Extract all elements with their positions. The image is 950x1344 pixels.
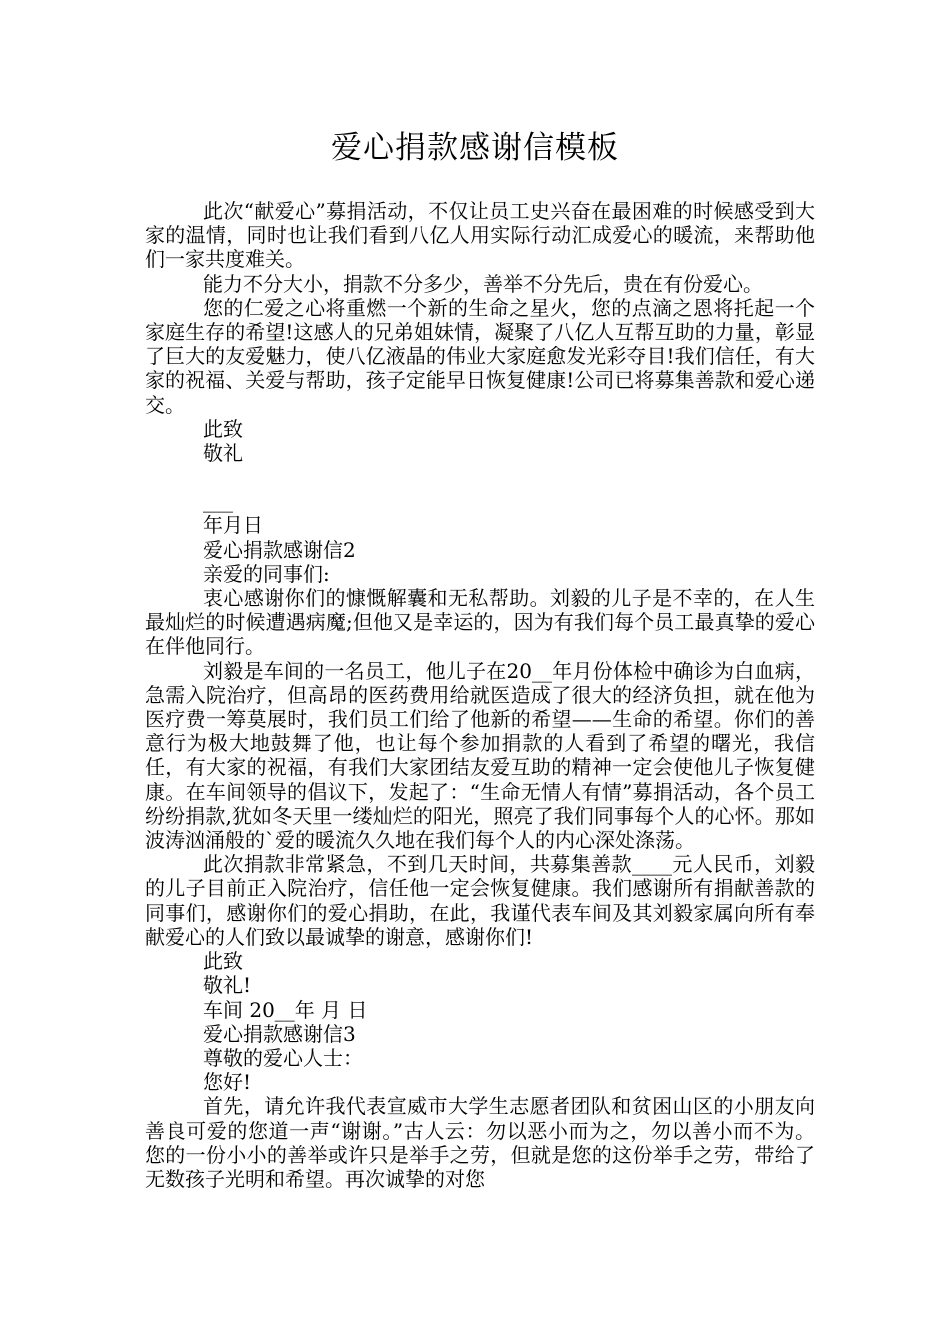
date-line: 年月日: [203, 513, 263, 538]
paragraph: 此次捐款非常紧急，不到几天时间，共募集善款____元人民币，刘毅的儿子目前正入院治疗，信任他一定会恢复健康。我们感谢所有捐献善款的同事们，感谢你们的爱心捐助，在此，我谨代表车间及其刘毅家属向所有奉献爱心的人们致以最诚挚的谢意，感谢你们!: [145, 852, 815, 949]
paragraph: 能力不分大小，捐款不分多少，善举不分先后，贵在有份爱心。: [203, 271, 763, 296]
paragraph: 衷心感谢你们的慷慨解囊和无私帮助。刘毅的儿子是不幸的，在人生最灿烂的时候遭遇病魔;但他又是幸运的，因为有我们每个员工最真挚的爱心在伴他同行。: [145, 586, 815, 659]
paragraph: 首先，请允许我代表宣威市大学生志愿者团队和贫困山区的小朋友向善良可爱的您道一声“谢谢。”古人云：勿以恶小而为之，勿以善小而不为。您的一份小小的善举或许只是举手之劳，但就是您的这份举手之劳，带给了无数孩子光明和希望。再次诚挚的对您: [145, 1094, 815, 1191]
section-heading: 爱心捐款感谢信3: [203, 1021, 356, 1046]
document-body: [145, 199, 815, 1191]
closing-line: 此致: [203, 949, 243, 974]
signature-line: 车间 20__年 月 日: [203, 997, 368, 1022]
closing-line: 敬礼: [203, 441, 243, 466]
blank-line: [145, 465, 815, 489]
section-heading: 爱心捐款感谢信2: [203, 537, 356, 562]
greeting: 您好!: [203, 1070, 252, 1095]
paragraph: 此次“献爱心”募捐活动，不仅让员工史兴奋在最困难的时候感受到大家的温情，同时也让我们看到八亿人用实际行动汇成爱心的暖流，来帮助他们一家共度难关。: [145, 199, 815, 272]
closing-line: 此致: [203, 416, 243, 441]
closing-line: 敬礼!: [203, 973, 252, 998]
paragraph: 刘毅是车间的一名员工，他儿子在20__年月份体检中确诊为白血病，急需入院治疗，但高昂的医药费用给就医造成了很大的经济负担，就在他为医疗费一筹莫展时，我们员工们给了他新的希望——生命的希望。你们的善意行为极大地鼓舞了他，也让每个参加捐款的人看到了希望的曙光，我信任，有大家的祝福，有我们大家团结友爱互助的精神一定会使他儿子恢复健康。在车间领导的倡议下，发起了：“生命无情人有情”募捐活动，各个员工纷纷捐款,犹如冬天里一缕灿烂的阳光，照亮了我们同事每个人的心怀。那如波涛汹涌般的`爱的暖流久久地在我们每个人的内心深处涤荡。: [145, 658, 815, 853]
salutation: 亲爱的同事们:: [203, 561, 330, 586]
document-title: 爱心捐款感谢信模板: [331, 130, 619, 166]
salutation: 尊敬的爱心人士：: [203, 1045, 363, 1070]
paragraph: 您的仁爱之心将重燃一个新的生命之星火，您的点滴之恩将托起一个家庭生存的希望!这感人的兄弟姐妹情，凝聚了八亿人互帮互助的力量，彰显了巨大的友爱魅力，使八亿液晶的伟业大家庭愈发光彩夺目!我们信任，有大家的祝福、关爱与帮助，孩子定能早日恢复健康!公司已将募集善款和爱心递交。: [145, 295, 815, 417]
signature-blank: ___: [203, 489, 233, 514]
